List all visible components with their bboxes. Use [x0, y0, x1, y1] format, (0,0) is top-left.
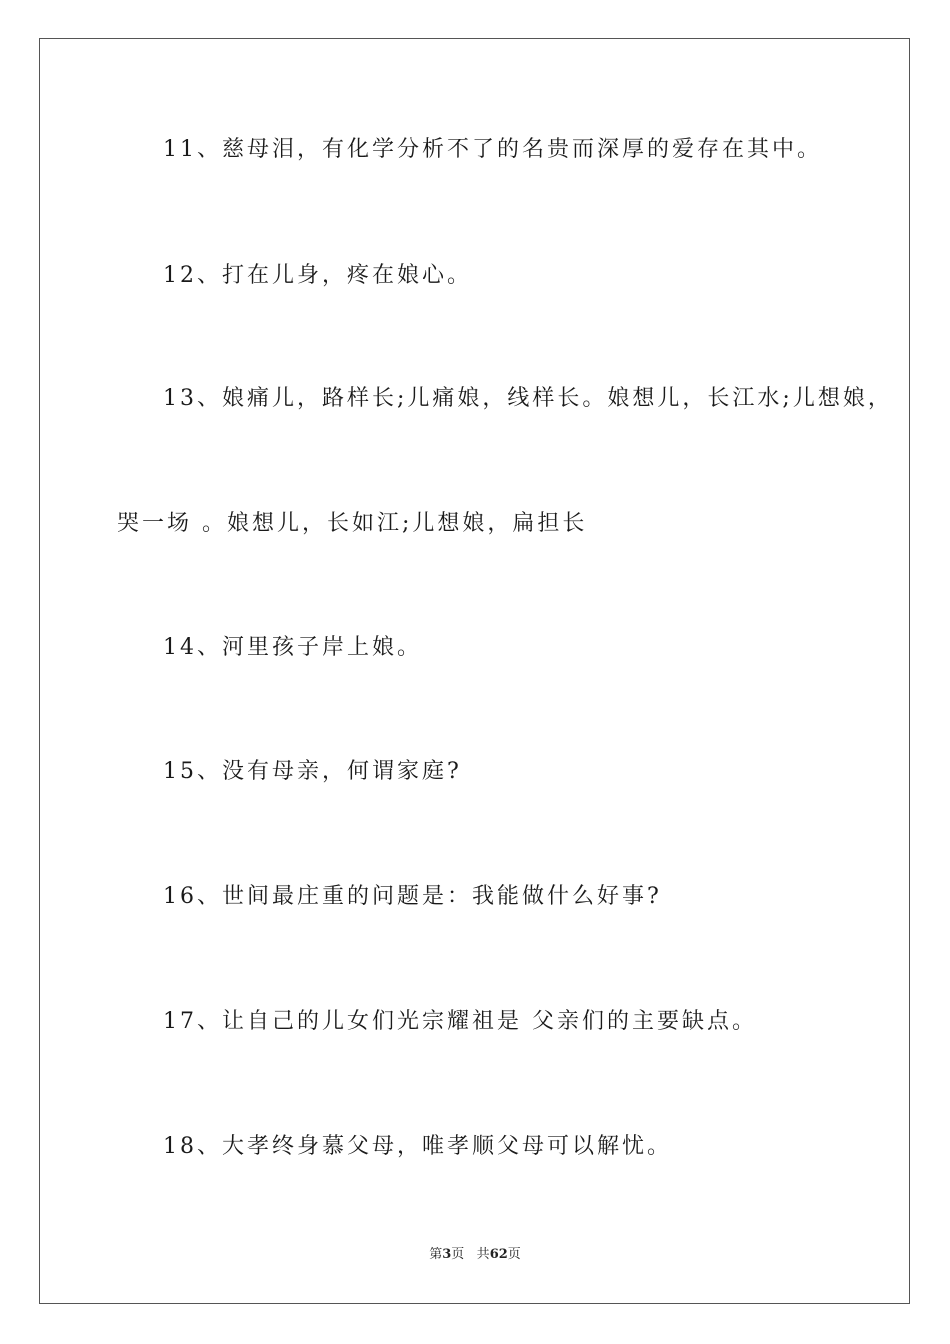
paragraph-16: 16、世间最庄重的问题是：我能做什么好事? — [163, 884, 662, 909]
paragraph-12: 12、打在儿身，疼在娘心。 — [163, 263, 472, 288]
paragraph-18: 18、大孝终身慕父母，唯孝顺父母可以解忧。 — [163, 1134, 672, 1159]
footer-page-suffix: 页 — [451, 1247, 465, 1262]
paragraph-13: 13、娘痛儿，路样长;儿痛娘，线样长。娘想儿，长江水;儿想娘， — [163, 386, 893, 411]
page-footer — [0, 1246, 950, 1264]
paragraph-13-continued: 哭一场 。娘想儿，长如江;儿想娘，扁担长 — [117, 511, 588, 536]
total-page-count: 62 — [489, 1247, 508, 1262]
page-border — [39, 38, 910, 1304]
paragraph-14: 14、河里孩子岸上娘。 — [163, 635, 422, 660]
footer-total-suffix: 页 — [507, 1247, 521, 1262]
paragraph-11: 11、慈母泪，有化学分析不了的名贵而深厚的爱存在其中。 — [163, 137, 822, 162]
footer-total-prefix: 共 — [476, 1247, 490, 1262]
paragraph-15: 15、没有母亲，何谓家庭? — [163, 759, 462, 784]
paragraph-17: 17、让自己的儿女们光宗耀祖是 父亲们的主要缺点。 — [163, 1009, 757, 1034]
current-page-number: 3 — [442, 1247, 452, 1262]
footer-prefix: 第 — [429, 1247, 443, 1262]
